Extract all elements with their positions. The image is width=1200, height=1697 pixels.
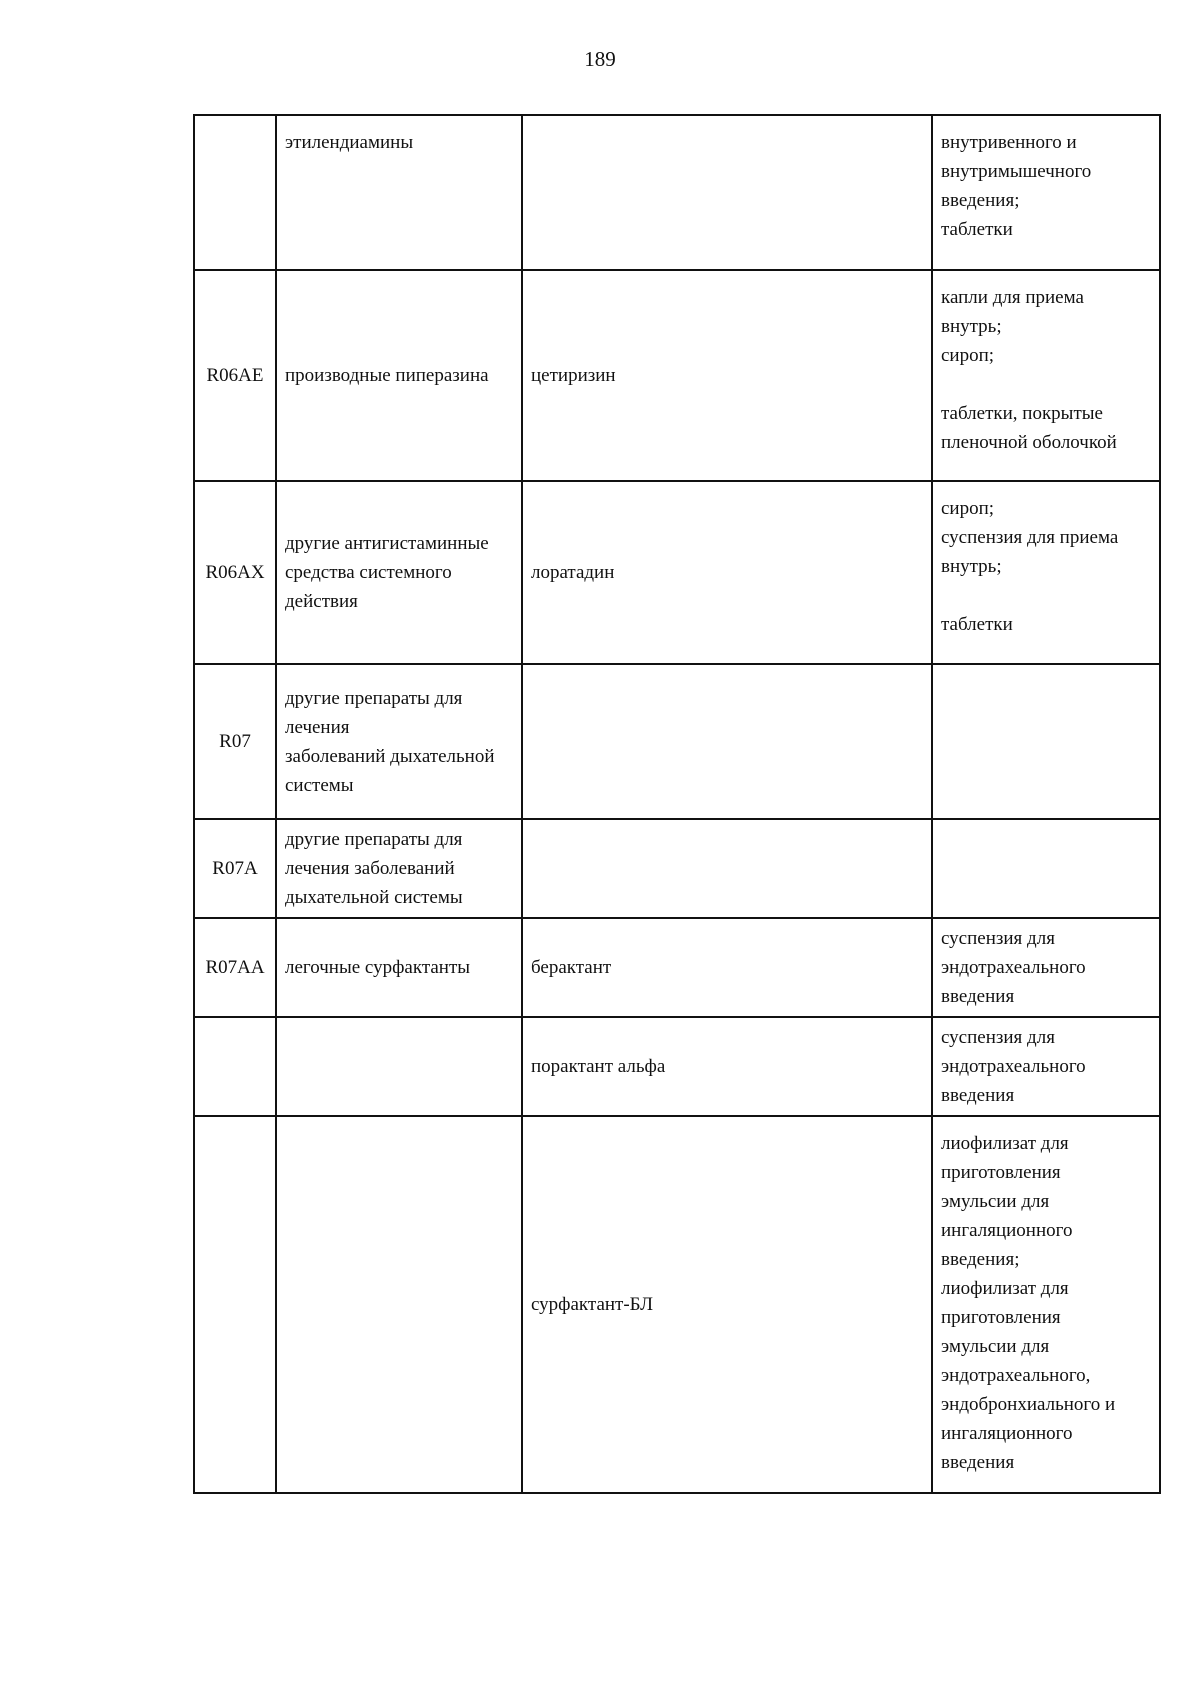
drug-name-cell [522, 819, 932, 918]
atc-code: R07 [219, 731, 251, 752]
page-number: 189 [584, 47, 616, 71]
cell-text-line: этилендиамины [285, 132, 414, 153]
cell-text-line: эмульсии для [941, 1336, 1050, 1357]
group-name-cell [276, 918, 522, 1017]
cell-text-line: эндотрахеального [941, 957, 1086, 978]
medication-table [193, 114, 1161, 1494]
group-name-cell [276, 481, 522, 664]
cell-text-line: цетиризин [531, 365, 616, 386]
cell-text-line: лечения заболеваний [285, 858, 455, 879]
table-row [194, 115, 1160, 270]
cell-text-line: введения; [941, 1249, 1020, 1270]
cell-text-line: другие препараты для [285, 829, 463, 850]
table-body [194, 115, 1160, 1493]
dosage-forms-cell [932, 270, 1160, 481]
cell-text-line: лиофилизат для [941, 1133, 1069, 1154]
cell-text-line: порактант альфа [531, 1056, 666, 1077]
group-name-cell [276, 270, 522, 481]
drug-name-cell [522, 1017, 932, 1116]
table-row [194, 819, 1160, 918]
cell-text-line: суспензия для [941, 928, 1055, 949]
cell-text-line: введения; [941, 190, 1020, 211]
atc-code-cell [194, 1017, 276, 1116]
drug-name-cell [522, 270, 932, 481]
drug-name-cell [522, 1116, 932, 1493]
table-row [194, 270, 1160, 481]
cell-text-line: берактант [531, 957, 612, 978]
cell-text-line: лечения [285, 716, 350, 738]
cell-text-line: эндотрахеального [941, 1056, 1086, 1077]
cell-text-line [941, 581, 1151, 610]
dosage-forms-cell [932, 1017, 1160, 1116]
group-name-cell [276, 1116, 522, 1493]
atc-code-cell [194, 664, 276, 819]
cell-text-line: лоратадин [531, 562, 615, 583]
drug-name-cell [522, 664, 932, 819]
cell-text-line: внутрь; [941, 556, 1002, 577]
cell-text-line: сурфактант-БЛ [531, 1294, 653, 1315]
atc-code: R06AX [205, 562, 265, 583]
dosage-forms-cell [932, 1116, 1160, 1493]
cell-text-line: лиофилизат для [941, 1278, 1069, 1299]
dosage-forms-cell [932, 481, 1160, 664]
atc-code-cell [194, 481, 276, 664]
dosage-forms-cell [932, 819, 1160, 918]
cell-text-line: эндобронхиального и [941, 1394, 1116, 1415]
atc-code: R07AA [205, 957, 265, 978]
cell-text-line: пленочной оболочкой [941, 432, 1117, 453]
cell-text-line [941, 370, 1151, 399]
group-name-cell [276, 115, 522, 270]
table-row [194, 1116, 1160, 1493]
cell-text-line: легочные сурфактанты [285, 957, 471, 978]
cell-text-line: таблетки [941, 219, 1013, 240]
atc-code-cell [194, 115, 276, 270]
drug-name-cell [522, 481, 932, 664]
cell-text-line: приготовления [941, 1162, 1061, 1183]
cell-text-line: другие антигистаминные [285, 533, 489, 554]
cell-text-line: приготовления [941, 1307, 1061, 1328]
cell-text-line: введения [941, 1085, 1015, 1106]
cell-text-line: ингаляционного [941, 1423, 1073, 1444]
cell-text-line: таблетки [941, 614, 1013, 635]
dosage-forms-cell [932, 115, 1160, 270]
cell-text-line: средства системного [285, 562, 452, 583]
cell-text-line: производные пиперазина [285, 365, 489, 386]
cell-text-line: сироп; [941, 345, 995, 366]
cell-text-line: внутримышечного [941, 161, 1092, 182]
cell-text-line: заболеваний дыхательной [285, 745, 495, 767]
cell-text-line: таблетки, покрытые [941, 403, 1103, 424]
atc-code: R06AE [206, 365, 264, 386]
cell-text-line: эндотрахеального, [941, 1365, 1091, 1386]
drug-name-cell [522, 918, 932, 1017]
cell-text-line: действия [285, 591, 358, 612]
table-row [194, 664, 1160, 819]
cell-text-line: другие препараты для [285, 687, 463, 709]
atc-code-cell [194, 819, 276, 918]
atc-code: R07A [212, 858, 258, 879]
cell-text-line: введения [941, 1452, 1015, 1473]
atc-code-cell [194, 1116, 276, 1493]
cell-text-line: суспензия для [941, 1027, 1055, 1048]
atc-code-cell [194, 270, 276, 481]
cell-text-line: внутрь; [941, 316, 1002, 337]
table-row [194, 918, 1160, 1017]
table-row [194, 1017, 1160, 1116]
drug-name-cell [522, 115, 932, 270]
group-name-cell [276, 1017, 522, 1116]
group-name-cell [276, 664, 522, 819]
cell-text-line: суспензия для приема [941, 527, 1119, 548]
cell-text-line: системы [285, 774, 354, 796]
cell-text-line: введения [941, 986, 1015, 1007]
cell-text-line: ингаляционного [941, 1220, 1073, 1241]
cell-text-line: дыхательной системы [285, 887, 463, 908]
cell-text-line: эмульсии для [941, 1191, 1050, 1212]
group-name-cell [276, 819, 522, 918]
atc-code-cell [194, 918, 276, 1017]
cell-text-line: внутривенного и [941, 132, 1077, 153]
cell-text-line: сироп; [941, 498, 995, 519]
table-row [194, 481, 1160, 664]
dosage-forms-cell [932, 918, 1160, 1017]
cell-text-line: капли для приема [941, 287, 1084, 308]
dosage-forms-cell [932, 664, 1160, 819]
